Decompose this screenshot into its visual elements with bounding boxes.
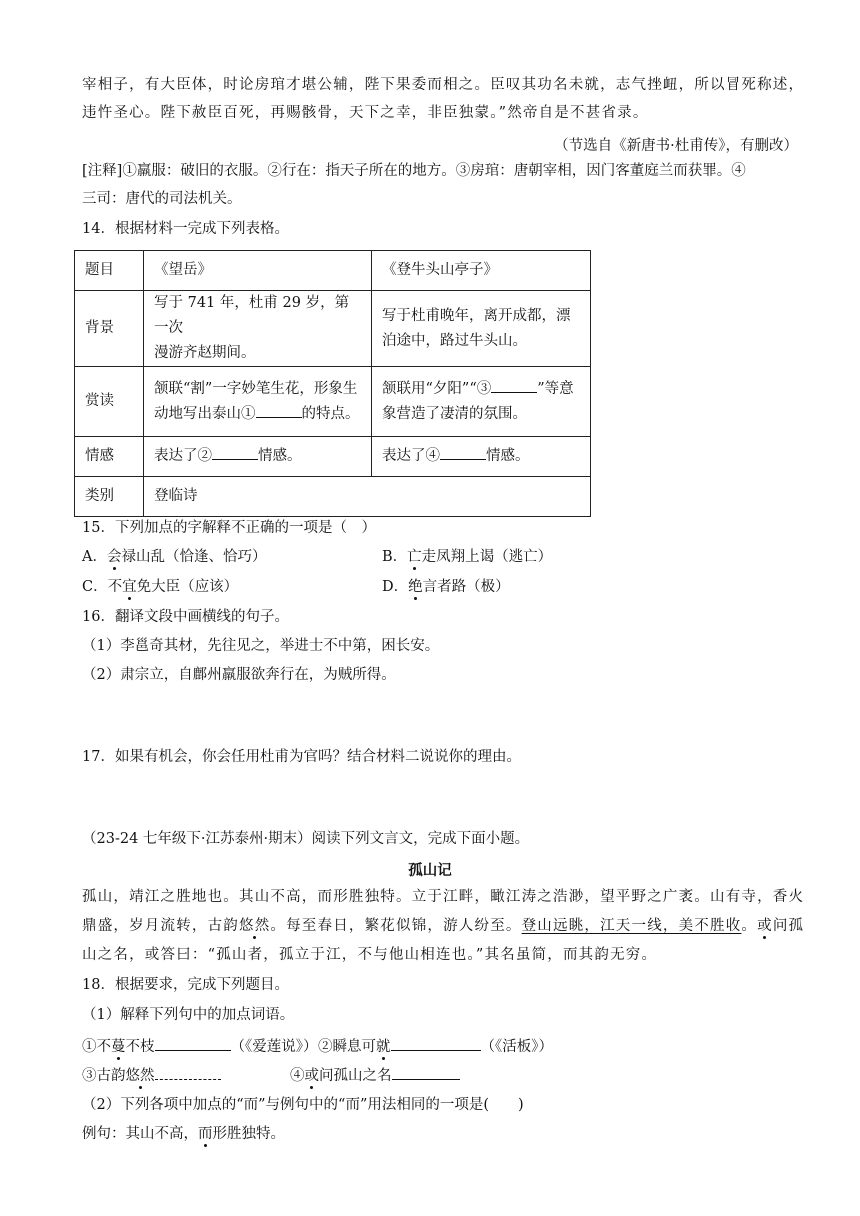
text: ①不	[82, 1039, 111, 1055]
option-c[interactable]	[82, 578, 238, 596]
table-cell	[144, 291, 372, 367]
dotted-char: 亡	[407, 549, 422, 565]
table-cell	[372, 437, 591, 477]
question-16-stem: 16．翻译文段中画横线的句子。	[82, 609, 289, 625]
table-cell	[372, 367, 591, 437]
table-row-label: 赏读	[75, 367, 144, 437]
cell-text: 的特点。	[301, 405, 360, 422]
cell-line	[154, 402, 361, 427]
answer-blank[interactable]	[155, 1065, 221, 1080]
text: ②瞬息可	[318, 1039, 376, 1055]
question-14-stem: 14．根据材料一完成下列表格。	[82, 221, 289, 237]
option-text: 言者路（极）	[422, 579, 510, 595]
dotted-char: 宜	[122, 579, 137, 595]
reading-intro: （23-24 七年级下·江苏泰州·期末）阅读下列文言文，完成下面小题。	[82, 831, 530, 847]
text: 。每至春日，繁花似锦，游人纷至。	[270, 918, 522, 934]
cell-line: 写于杜甫晚年，离开成都，漂	[382, 307, 571, 324]
dotted-char: 蔓	[111, 1039, 126, 1055]
q18-item-2	[318, 1036, 553, 1056]
dotted-word: 悠然	[125, 1068, 155, 1084]
text: 鼎盛，岁月流转，古韵	[82, 918, 239, 934]
cell-text: 动地写出泰山①	[154, 405, 256, 422]
reading-line	[82, 917, 805, 935]
table-header-dengniu: 《登牛头山亭子》	[372, 251, 591, 291]
dotted-char: 就	[376, 1039, 391, 1055]
question-15-stem: 15．下列加点的字解释不正确的一项是（ ）	[82, 520, 376, 536]
text: ④	[290, 1068, 305, 1084]
underlined-sentence: 登山远眺，江天一线，美不胜收	[521, 918, 742, 934]
option-a[interactable]	[82, 548, 266, 566]
option-label: A．	[82, 549, 107, 565]
option-label: D．	[382, 579, 409, 595]
question-17-stem: 17．如果有机会，你会任用杜甫为官吗？结合材料二说说你的理由。	[82, 749, 521, 765]
cell-line: 漫游齐赵期间。	[154, 345, 256, 361]
text: 问孤	[772, 918, 805, 934]
text: 不枝	[125, 1039, 155, 1055]
cell-line: 泊途中，路过牛头山。	[382, 332, 527, 349]
answer-blank[interactable]	[392, 1065, 460, 1080]
cell-text: 表达了②	[154, 448, 212, 464]
answer-blank-4[interactable]	[440, 445, 486, 460]
table-row-label: 背景	[75, 291, 144, 367]
text: 。	[741, 918, 758, 934]
cell-text: 表达了④	[382, 448, 440, 464]
answer-blank[interactable]	[155, 1036, 231, 1051]
dotted-word: 悠然	[239, 918, 271, 934]
answer-blank-3[interactable]	[491, 378, 537, 393]
reading-title: 孤山记	[408, 862, 452, 879]
table-row-label: 情感	[75, 437, 144, 477]
option-text: 禄山乱（恰逢、恰巧）	[121, 549, 267, 565]
passage-line: 违忤圣心。陛下赦臣百死，再赐骸骨，天下之幸，非臣独蒙。”然帝自是不甚省录。	[82, 105, 649, 121]
cell-text: 情感。	[486, 448, 530, 464]
text: 例句：其山不高，	[82, 1126, 198, 1142]
cell-line: 写于 741 年，杜甫 29 岁，第一次	[154, 295, 350, 336]
table-row-label: 类别	[75, 477, 144, 517]
reading-line: 山之名，或答曰：“孤山者，孤立于江，不与他山相连也。”其名虽简，而其韵无穷。	[82, 947, 658, 963]
cell-text: 颔联用“夕阳”“③	[382, 380, 492, 397]
option-b[interactable]	[382, 548, 552, 566]
answer-blank[interactable]	[391, 1036, 481, 1051]
q18-item-4	[290, 1065, 460, 1085]
q18-sub-2: （2）下列各项中加点的“而”与例句中的“而”用法相同的一项是( )	[82, 1097, 524, 1113]
answer-blank-1[interactable]	[256, 403, 302, 418]
passage-line: 宰相子，有大臣体，时论房琯才堪公辅，陛下果委而相之。臣叹其功名未就，志气挫衄，所以冒死称述，	[82, 77, 805, 93]
option-label: C．不	[82, 579, 123, 595]
notes-line: 三司：唐代的司法机关。	[82, 191, 242, 207]
cell-line: 象营造了凄清的氛围。	[382, 405, 527, 422]
q14-table	[74, 250, 591, 517]
cell-line	[382, 377, 580, 402]
reading-line: 孤山，靖江之胜地也。其山不高，而形胜独特。立于江畔，瞰江涛之浩渺，望平野之广袤。山有寺，香火	[82, 889, 805, 905]
text: ③古韵	[82, 1068, 126, 1084]
option-d[interactable]	[382, 578, 510, 596]
table-header-wangyue: 《望岳》	[144, 251, 372, 291]
q18-example	[82, 1125, 782, 1143]
cell-text: ”等意	[537, 380, 574, 397]
text: （《活板》）	[480, 1039, 553, 1055]
option-text: 免大臣（应该）	[136, 579, 239, 595]
dotted-char: 或	[304, 1068, 319, 1084]
cell-text: 情感。	[258, 448, 302, 464]
dotted-char: 绝	[408, 579, 423, 595]
dotted-char: 而	[198, 1126, 213, 1142]
table-header-title: 题目	[75, 251, 144, 291]
option-label: B．	[382, 549, 408, 565]
q18-item-1	[82, 1036, 318, 1056]
text: 形胜独特。	[212, 1126, 285, 1142]
text: 问孤山之名	[319, 1068, 392, 1084]
dotted-char: 会	[106, 549, 122, 565]
q16-sentence-1: （1）李邕奇其材，先往见之，举进士不中第，困长安。	[82, 638, 440, 654]
question-18-stem: 18．根据要求，完成下列题目。	[82, 977, 289, 993]
passage-source: （节选自《新唐书·杜甫传》，有删改）	[554, 138, 798, 154]
text: （《爱莲说》）	[230, 1039, 318, 1055]
q18-sub-1: （1）解释下列句中的加点词语。	[82, 1007, 295, 1023]
q18-item-3	[82, 1065, 221, 1085]
table-cell	[144, 367, 372, 437]
answer-blank-2[interactable]	[212, 445, 258, 460]
table-cell: 登临诗	[144, 477, 591, 517]
cell-line: 颔联“割”一字妙笔生花，形象生	[154, 380, 358, 397]
dotted-char: 或	[757, 918, 773, 934]
notes-line: [注释]①羸服：破旧的衣服。②行在：指天子所在的地方。③房琯：唐朝宰相，因门客董庭兰而获罪。④	[82, 163, 746, 179]
q16-sentence-2: （2）肃宗立，自鄜州羸服欲奔行在，为贼所得。	[82, 667, 396, 683]
table-cell	[144, 437, 372, 477]
table-cell	[372, 291, 591, 367]
option-text: 走凤翔上谒（逃亡）	[421, 549, 553, 565]
